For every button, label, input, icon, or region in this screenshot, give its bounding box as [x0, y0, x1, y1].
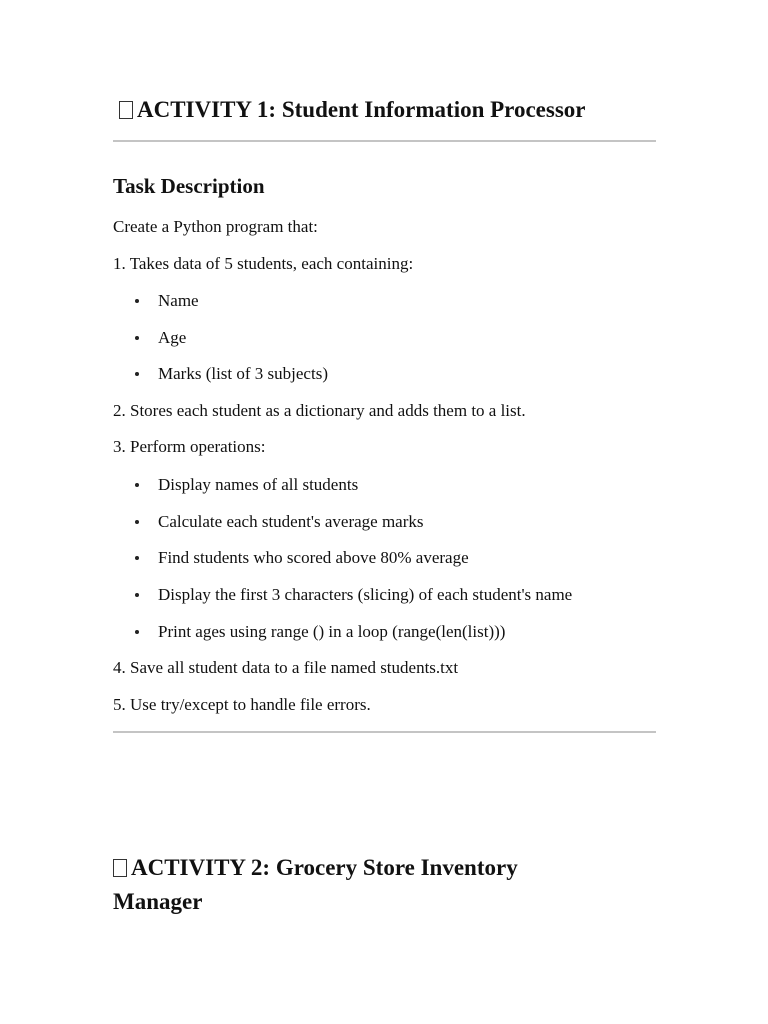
- missing-glyph-icon: [119, 101, 133, 119]
- horizontal-rule: [113, 140, 656, 142]
- bullet-icon: [135, 556, 139, 560]
- step-1-text: 1. Takes data of 5 students, each containing:: [113, 254, 414, 273]
- intro-text: Create a Python program that:: [113, 217, 318, 236]
- missing-glyph-icon: [113, 859, 127, 877]
- bullet-icon: [135, 630, 139, 634]
- list-item: Display names of all students: [158, 474, 358, 496]
- activity-1-title: [119, 93, 586, 127]
- bullet-icon: [135, 372, 139, 376]
- step-2-text: 2. Stores each student as a dictionary and adds them to a list.: [113, 401, 526, 420]
- activity-1-title-text: ACTIVITY 1: Student Information Processor: [137, 97, 586, 122]
- list-item: Find students who scored above 80% average: [158, 547, 469, 569]
- list-item: Marks (list of 3 subjects): [158, 363, 328, 385]
- list-item: Print ages using range () in a loop (range(len(list))): [158, 621, 505, 643]
- activity-2-title-line-2: Manager: [113, 889, 203, 914]
- list-item: Display the first 3 characters (slicing) of each student's name: [158, 584, 572, 606]
- bullet-icon: [135, 299, 139, 303]
- horizontal-rule: [113, 731, 656, 733]
- list-item: Name: [158, 290, 199, 312]
- step-4-text: 4. Save all student data to a file named students.txt: [113, 658, 459, 677]
- list-item: Calculate each student's average marks: [158, 511, 424, 533]
- bullet-icon: [135, 483, 139, 487]
- list-item: Age: [158, 327, 186, 349]
- bullet-icon: [135, 520, 139, 524]
- bullet-icon: [135, 593, 139, 597]
- activity-2-title: [113, 851, 633, 919]
- step-5-text: 5. Use try/except to handle file errors.: [113, 695, 371, 714]
- section-heading: Task Description: [113, 174, 265, 198]
- step-3-text: 3. Perform operations:: [113, 437, 266, 456]
- activity-2-title-line-1: ACTIVITY 2: Grocery Store Inventory: [131, 855, 518, 880]
- bullet-icon: [135, 336, 139, 340]
